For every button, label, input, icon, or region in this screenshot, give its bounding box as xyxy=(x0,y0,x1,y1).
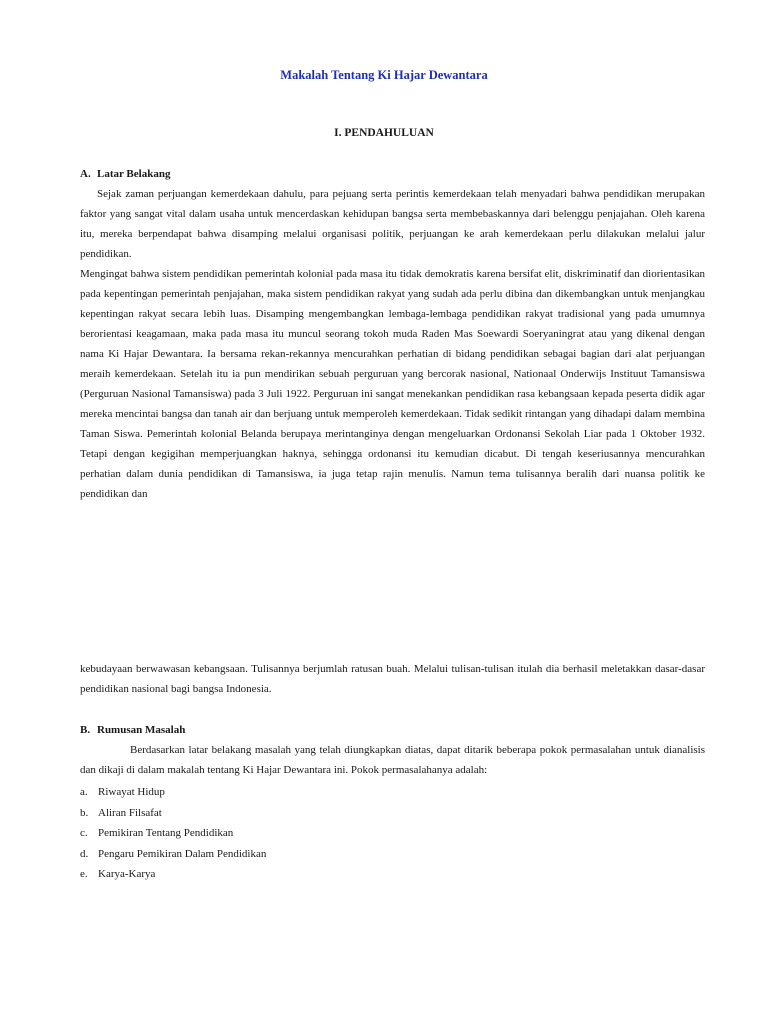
section-b-intro: Berdasarkan latar belakang masalah yang telah diungkapkan diatas, dapat ditarik beberapa pokok permasalahan untuk dianalisis dan dikaji di dalam makalah tentang Ki Hajar Dewantara ini. Pokok permasalahanya adalah: xyxy=(80,744,705,776)
section-b-number: B. xyxy=(80,724,91,736)
paragraph-1: Sejak zaman perjuangan kemerdekaan dahulu, para pejuang serta perintis kemerdekaan telah menyadari bahwa pendidikan merupakan faktor yang sangat vital dalam usaha untuk mencerdaskan kehidupan bangsa serta membebaskannya dari belenggu penjajahan. Oleh karena itu, mereka berpendapat bahwa disamping melalui organisasi politik, perjuangan ke arah kemerdekaan perlu dilakukan melalui jalur pendidikan. xyxy=(80,188,705,260)
section-b-heading xyxy=(80,724,185,736)
section-a-number: A. xyxy=(80,168,91,180)
list-item: c. Pemikiran Tentang Pendidikan xyxy=(80,827,234,839)
problem-list xyxy=(80,782,266,885)
section-b-title: Rumusan Masalah xyxy=(97,724,186,736)
document-title: Makalah Tentang Ki Hajar Dewantara xyxy=(280,68,488,82)
section-a-title: Latar Belakang xyxy=(97,168,171,180)
chapter-heading: I. PENDAHULUAN xyxy=(334,127,434,139)
paragraph-2: Mengingat bahwa sistem pendidikan pemerintah kolonial pada masa itu tidak demokratis karena bersifat elit, diskriminatif dan diorientasikan pada kepentingan pemerintah penjajahan, maka sistem pendidikan rakyat yang sudah ada perlu dibina dan dikembangkan untuk menjangkau kepentingan rakyat secara lebih luas. Disamping mengembangkan lembaga-lembaga pendidikan rakyat tradisional yang pada umumnya berorientasi keagamaan, maka pada masa itu muncul seorang tokoh muda Raden Mas Soewardi Soeryaningrat atau yang dikenal dengan nama Ki Hajar Dewantara. Ia bersama rekan-rekannya mencurahkan perhatian di bidang pendidikan sebagai bagian dari alat perjuangan meraih kemerdekaan. Setelah itu ia pun mendirikan sebuah perguruan yang bercorak nasional, Nationaal Onderwijs Instituut Tamansiswa (Perguruan Nasional Tamansiswa) pada 3 Juli 1922. Perguruan ini sangat menekankan pendidikan rasa kebangsaan kepada peserta didik agar mereka mencintai bangsa dan tanah air dan berjuang untuk memperoleh kemerdekaan. Tidak sedikit rintangan yang dihadapi dalam membina Taman Siswa. Pemerintah kolonial Belanda berupaya merintanginya dengan mengeluarkan Ordonansi Sekolah Liar pada 1 Oktober 1932. Tetapi dengan kegigihan memperjuangkan haknya, sehingga ordonansi itu kemudian dicabut. Di tengah keseriusannya mencurahkan perhatian dalam dunia pendidikan di Tamansiswa, ia juga tetap rajin menulis. Namun tema tulisannya beralih dari nuansa politik ke pendidikan dan xyxy=(80,268,705,500)
list-item: a. Riwayat Hidup xyxy=(80,786,165,798)
list-item: b. Aliran Filsafat xyxy=(80,806,162,819)
list-item: d. Pengaru Pemikiran Dalam Pendidikan xyxy=(80,847,267,860)
list-item: e. Karya-Karya xyxy=(80,868,156,880)
section-a-heading xyxy=(80,168,170,180)
paragraph-3: kebudayaan berwawasan kebangsaan. Tulisannya berjumlah ratusan buah. Melalui tulisan-tulisan itulah dia berhasil meletakkan dasar-dasar pendidikan nasional bagi bangsa Indonesia. xyxy=(80,663,705,695)
